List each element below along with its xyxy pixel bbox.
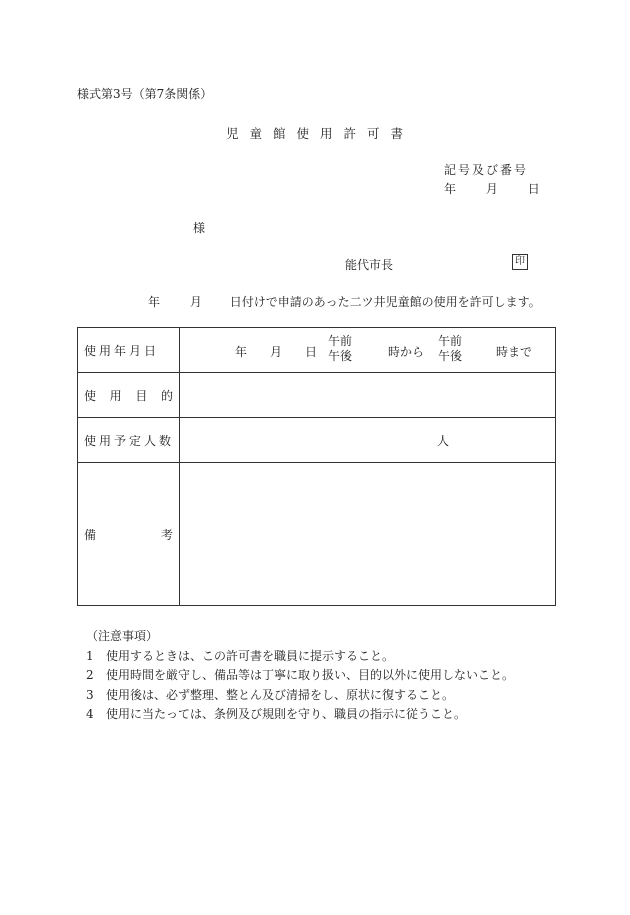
end-pm: 午後 — [438, 349, 463, 363]
notes-heading: （注意事項） — [86, 629, 159, 643]
permission-statement — [148, 293, 541, 310]
statement-year: 年 — [148, 295, 161, 309]
purpose-label-char: 目 — [135, 388, 148, 403]
reference-number-label: 記号及び番号 — [444, 163, 529, 177]
statement-text: 日付けで申請のあった二ツ井児童館の使用を許可します。 — [229, 295, 541, 309]
to-time-label: 時まで — [496, 345, 533, 359]
note-text: 使用するときは、この許可書を職員に提示すること。 — [106, 648, 395, 663]
addressee-suffix: 様 — [193, 221, 206, 235]
purpose-label-char: 的 — [160, 388, 173, 403]
note-text: 使用時間を厳守し、備品等は丁寧に取り扱い、目的以外に使用しないこと。 — [106, 668, 515, 682]
permit-table — [77, 327, 556, 606]
purpose-field[interactable] — [180, 373, 556, 418]
start-ampm — [328, 334, 352, 364]
usage-date-label: 使用年月日 — [78, 328, 180, 373]
note-number: 1 — [86, 648, 94, 663]
date-day: 日 — [527, 182, 540, 196]
attendees-label: 使用予定人数 — [78, 418, 180, 463]
seal-mark: 印 — [512, 254, 528, 270]
start-pm: 午後 — [328, 349, 353, 363]
note-item — [86, 686, 586, 706]
form-reference: 様式第3号（第7条関係） — [77, 87, 213, 101]
note-number: 2 — [86, 668, 94, 682]
document-title: 児童館使用許可書 — [226, 126, 415, 141]
date-year: 年 — [444, 182, 457, 196]
usage-date-field[interactable] — [180, 328, 556, 373]
remarks-label-char: 備 — [84, 527, 97, 542]
purpose-label-char: 用 — [109, 388, 122, 403]
end-ampm — [438, 334, 462, 364]
note-item — [86, 647, 586, 667]
note-text: 使用に当たっては、条例及び規則を守り、職員の指示に従うこと。 — [106, 707, 467, 721]
note-text: 使用後は、必ず整理、整とん及び清掃をし、原状に復すること。 — [106, 687, 455, 702]
table-row-usage-date — [78, 328, 556, 373]
statement-month: 月 — [189, 295, 202, 309]
table-row-attendees — [78, 418, 556, 463]
purpose-label — [78, 373, 180, 418]
table-row-purpose — [78, 373, 556, 418]
note-item — [86, 705, 586, 725]
note-number: 3 — [86, 687, 94, 702]
usage-day: 日 — [305, 345, 318, 359]
issue-date-line — [444, 180, 540, 197]
issuer-name: 能代市長 — [345, 258, 394, 272]
remarks-label — [78, 463, 180, 606]
notes-section — [86, 627, 586, 725]
attendees-unit: 人 — [437, 433, 450, 448]
table-row-remarks — [78, 463, 556, 606]
note-number: 4 — [86, 707, 94, 721]
start-am: 午前 — [328, 334, 353, 348]
date-month: 月 — [485, 182, 498, 196]
remarks-label-char: 考 — [160, 527, 173, 542]
note-item — [86, 666, 586, 686]
end-am: 午前 — [438, 334, 463, 348]
from-time-label: 時から — [388, 345, 425, 359]
usage-year: 年 — [235, 345, 248, 359]
remarks-field[interactable] — [180, 463, 556, 606]
purpose-label-char: 使 — [84, 388, 97, 403]
usage-month: 月 — [270, 345, 283, 359]
attendees-field[interactable] — [180, 418, 556, 463]
